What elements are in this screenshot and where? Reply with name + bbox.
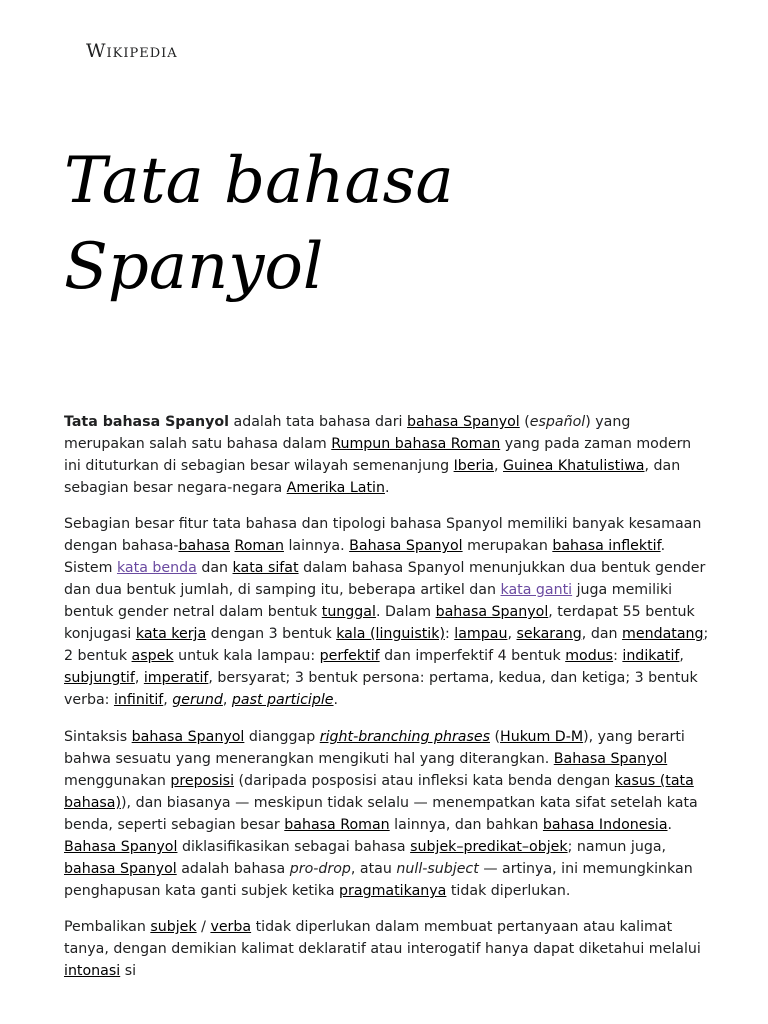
italic-term: español	[529, 414, 586, 430]
text: tidak diperlukan.	[446, 883, 571, 899]
link-bahasa-spanyol[interactable]: Bahasa Spanyol	[64, 839, 178, 855]
text: ), yang berarti bahwa sesuatu yang menerangkan mengikuti hal yang diterangkan.	[64, 729, 685, 767]
text: — artinya, ini memungkinkan penghapusan kata ganti subjek ketika	[64, 861, 693, 899]
paragraph-2	[64, 513, 710, 711]
paragraph-3	[64, 726, 710, 902]
text: :	[613, 648, 623, 664]
text: tidak diperlukan dalam membuat pertanyaan atau kalimat tanya, dengan demikian kalimat deklaratif atau interogatif hanya dapat diketahui melalui	[64, 919, 701, 957]
link-bahasa-spanyol[interactable]: bahasa Spanyol	[435, 604, 549, 620]
text: diklasifikasikan sebagai bahasa	[177, 839, 411, 855]
link-subjungtif[interactable]: subjungtif	[64, 670, 135, 686]
text: , dan sebagian besar negara-negara	[64, 458, 681, 496]
text: merupakan	[462, 538, 553, 554]
link-pragmatikanya[interactable]: pragmatikanya	[339, 883, 447, 899]
link-amerika-latin[interactable]: Amerika Latin	[286, 480, 385, 496]
link-rumpun-bahasa-roman[interactable]: Rumpun bahasa Roman	[331, 436, 501, 452]
text: adalah bahasa	[176, 861, 290, 877]
paragraph-4	[64, 916, 710, 982]
text: (	[519, 414, 530, 430]
text: ,	[493, 458, 504, 474]
link-kasus-tata-bahasa[interactable]: kasus (tata bahasa)	[64, 773, 694, 811]
text: ), dan biasanya — meskipun tidak selalu — menempatkan kata sifat setelah kata benda, seperti sebagian besar	[64, 795, 698, 833]
link-bahasa-spanyol[interactable]: bahasa Spanyol	[64, 861, 177, 877]
text: dengan 3 bentuk	[206, 626, 337, 642]
link-bahasa-spanyol[interactable]: bahasa Spanyol	[407, 414, 520, 430]
text: Sintaksis	[64, 729, 132, 745]
text: ,	[222, 692, 232, 708]
text: .	[667, 817, 673, 833]
link-bahasa[interactable]: bahasa	[178, 538, 231, 554]
text: ,	[134, 670, 144, 686]
text: Sebagian besar fitur tata bahasa dan tipologi bahasa Spanyol memiliki banyak kesamaan dengan bahasa-	[64, 516, 702, 554]
text: dan imperfektif 4 bentuk	[379, 648, 566, 664]
text: menggunakan	[64, 773, 171, 789]
text: , atau	[350, 861, 397, 877]
link-perfektif[interactable]: perfektif	[319, 648, 380, 664]
text: si	[120, 963, 137, 979]
link-roman[interactable]: Roman	[234, 538, 284, 554]
bold-term: Tata bahasa Spanyol	[64, 414, 229, 430]
link-iberia[interactable]: Iberia	[453, 458, 494, 474]
text: , dan	[581, 626, 623, 642]
link-indikatif[interactable]: indikatif	[622, 648, 680, 664]
text: , bersyarat; 3 bentuk persona: pertama, kedua, dan ketiga; 3 bentuk verba:	[64, 670, 698, 708]
text: .	[384, 480, 390, 496]
text: lainnya, dan bahkan	[389, 817, 543, 833]
text: ) yang merupakan salah satu bahasa dalam	[64, 414, 631, 452]
text: dan	[196, 560, 233, 576]
link-verba[interactable]: verba	[210, 919, 252, 935]
text: adalah tata bahasa dari	[228, 414, 408, 430]
text: .	[333, 692, 339, 708]
text: dianggap	[244, 729, 320, 745]
text: dalam bahasa Spanyol menunjukkan dua bentuk gender dan dua bentuk jumlah, di samping itu, beberapa artikel dan	[64, 560, 706, 598]
text: yang pada zaman modern ini dituturkan di sebagian besar wilayah semenanjung	[64, 436, 692, 474]
link-lampau[interactable]: lampau	[454, 626, 508, 642]
text: (daripada posposisi atau infleksi kata benda dengan	[234, 773, 615, 789]
text: Pembalikan	[64, 919, 151, 935]
text: ,	[163, 692, 173, 708]
link-hukum-d-m[interactable]: Hukum D-M	[500, 729, 584, 745]
link-guinea-khatulistiwa[interactable]: Guinea Khatulistiwa	[503, 458, 645, 474]
link-bahasa-spanyol[interactable]: Bahasa Spanyol	[349, 538, 463, 554]
paragraph-1	[64, 411, 710, 499]
link-tunggal[interactable]: tunggal	[321, 604, 376, 620]
link-right-branching-phrases[interactable]: right-branching phrases	[319, 729, 490, 745]
link-preposisi[interactable]: preposisi	[170, 773, 235, 789]
link-bahasa-spanyol[interactable]: Bahasa Spanyol	[553, 751, 668, 767]
text: ,	[507, 626, 517, 642]
text: . Dalam	[375, 604, 436, 620]
link-subjek[interactable]: subjek	[150, 919, 197, 935]
link-bahasa-spanyol[interactable]: bahasa Spanyol	[131, 729, 245, 745]
text: ,	[679, 648, 684, 664]
text: juga memiliki bentuk gender netral dalam bentuk	[64, 582, 673, 620]
link-bahasa-indonesia[interactable]: bahasa Indonesia	[542, 817, 668, 833]
link-sekarang[interactable]: sekarang	[516, 626, 582, 642]
article-content	[64, 411, 710, 996]
text: (	[490, 729, 501, 745]
italic-term: null-subject	[396, 861, 479, 877]
text: lainnya.	[283, 538, 350, 554]
link-intonasi[interactable]: intonasi	[64, 963, 121, 979]
text: . Sistem	[64, 538, 666, 576]
link-mendatang[interactable]: mendatang	[622, 626, 704, 642]
link-modus[interactable]: modus	[565, 648, 614, 664]
link-kata-benda[interactable]: kata benda	[116, 560, 197, 576]
link-kata-sifat[interactable]: kata sifat	[232, 560, 299, 576]
link-bahasa-roman[interactable]: bahasa Roman	[284, 817, 390, 833]
text: /	[196, 919, 211, 935]
italic-term: pro-drop	[289, 861, 351, 877]
link-infinitif[interactable]: infinitif	[113, 692, 164, 708]
text: ; 2 bentuk	[64, 626, 709, 664]
link-aspek[interactable]: aspek	[131, 648, 174, 664]
link-kata-ganti[interactable]: kata ganti	[500, 582, 573, 598]
link-subjek-predikat-objek[interactable]: subjek–predikat–objek	[410, 839, 568, 855]
link-bahasa-inflektif[interactable]: bahasa inflektif	[552, 538, 661, 554]
page-title: Tata bahasa Spanyol	[64, 144, 454, 304]
wikipedia-logo[interactable]: Wikipedia	[86, 40, 178, 62]
link-kala-linguistik[interactable]: kala (linguistik)	[336, 626, 445, 642]
text: untuk kala lampau:	[173, 648, 320, 664]
text: :	[445, 626, 455, 642]
text: ; namun juga,	[567, 839, 667, 855]
link-past-participle[interactable]: past participle	[231, 692, 334, 708]
link-kata-kerja[interactable]: kata kerja	[135, 626, 207, 642]
link-gerund[interactable]: gerund	[172, 692, 223, 708]
text: , terdapat 55 bentuk konjugasi	[64, 604, 695, 642]
link-imperatif[interactable]: imperatif	[143, 670, 209, 686]
